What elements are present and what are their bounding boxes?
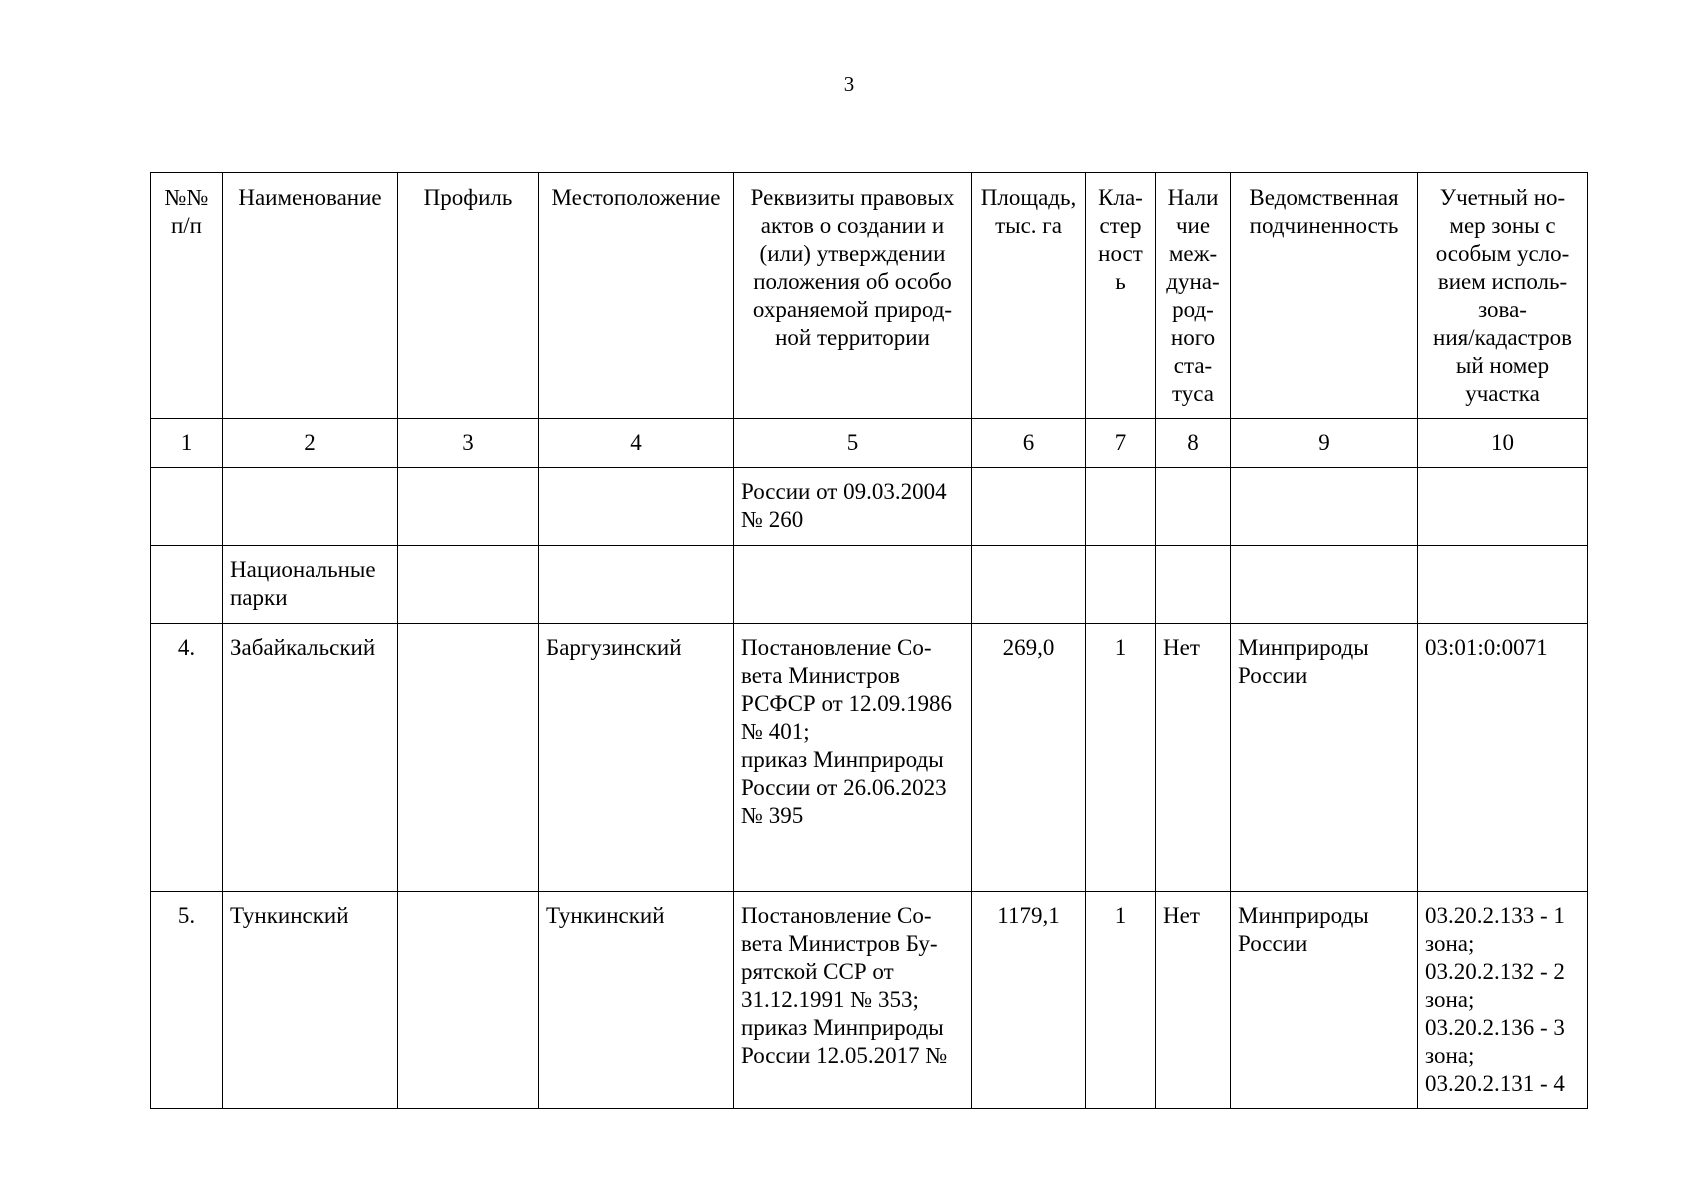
cell-area: 1179,1 bbox=[972, 892, 1086, 1109]
cell-international-status: Нет bbox=[1156, 624, 1231, 892]
cell-account-number bbox=[1418, 468, 1588, 546]
cell-legal-acts: России от 09.03.2004 № 260 bbox=[734, 468, 972, 546]
header-profile: Профиль bbox=[398, 173, 539, 419]
cell-legal-acts: Постановление Со- вета Министров Бу- рятской ССР от 31.12.1991 № 353; приказ Минприроды России 12.05.2017 № bbox=[734, 892, 972, 1109]
cell-location bbox=[539, 468, 734, 546]
cell-name: Забайкальский bbox=[223, 624, 398, 892]
cell-location: Баргузинский bbox=[539, 624, 734, 892]
cell-international-status bbox=[1156, 468, 1231, 546]
cell-name: Национальные парки bbox=[223, 546, 398, 624]
table-row bbox=[151, 468, 1588, 546]
cell-location: Тункинский bbox=[539, 892, 734, 1109]
cell-cluster: 1 bbox=[1086, 624, 1156, 892]
cell-cluster bbox=[1086, 468, 1156, 546]
cell-name: Тункинский bbox=[223, 892, 398, 1109]
cell-name bbox=[223, 468, 398, 546]
cell-international-status: Нет bbox=[1156, 892, 1231, 1109]
column-number: 3 bbox=[398, 419, 539, 468]
cell-number: 5. bbox=[151, 892, 223, 1109]
protected-areas-table bbox=[150, 172, 1588, 1109]
cell-area bbox=[972, 546, 1086, 624]
cell-international-status bbox=[1156, 546, 1231, 624]
cell-legal-acts bbox=[734, 546, 972, 624]
cell-cluster bbox=[1086, 546, 1156, 624]
header-account-number: Учетный но- мер зоны с особым усло- вием исполь- зова- ния/кадастров ый номер участка bbox=[1418, 173, 1588, 419]
header-area: Площадь, тыс. га bbox=[972, 173, 1086, 419]
table-row bbox=[151, 624, 1588, 892]
column-number: 8 bbox=[1156, 419, 1231, 468]
cell-area: 269,0 bbox=[972, 624, 1086, 892]
column-number: 7 bbox=[1086, 419, 1156, 468]
cell-profile bbox=[398, 892, 539, 1109]
cell-profile bbox=[398, 468, 539, 546]
header-cluster: Кла- стер ност ь bbox=[1086, 173, 1156, 419]
column-number: 2 bbox=[223, 419, 398, 468]
page-number: 3 bbox=[843, 72, 855, 96]
cell-account-number bbox=[1418, 546, 1588, 624]
cell-department bbox=[1231, 546, 1418, 624]
column-number: 5 bbox=[734, 419, 972, 468]
cell-profile bbox=[398, 546, 539, 624]
table-row bbox=[151, 892, 1588, 1109]
cell-legal-acts: Постановление Со- вета Министров РСФСР от 12.09.1986 № 401; приказ Минприроды России от 26.06.2023 № 395 bbox=[734, 624, 972, 892]
column-number: 1 bbox=[151, 419, 223, 468]
column-number: 10 bbox=[1418, 419, 1588, 468]
column-number: 4 bbox=[539, 419, 734, 468]
cell-account-number: 03.20.2.133 - 1 зона; 03.20.2.132 - 2 зона; 03.20.2.136 - 3 зона; 03.20.2.131 - 4 bbox=[1418, 892, 1588, 1109]
header-number: №№ п/п bbox=[151, 173, 223, 419]
cell-number bbox=[151, 468, 223, 546]
cell-department: Минприроды России bbox=[1231, 624, 1418, 892]
table-row bbox=[151, 546, 1588, 624]
header-legal-acts: Реквизиты правовых актов о создании и (или) утверждении положения об особо охраняемой природ-ной территории bbox=[734, 173, 972, 419]
cell-department: Минприроды России bbox=[1231, 892, 1418, 1109]
cell-number: 4. bbox=[151, 624, 223, 892]
cell-account-number: 03:01:0:0071 bbox=[1418, 624, 1588, 892]
cell-location bbox=[539, 546, 734, 624]
table-header-row bbox=[151, 173, 1588, 419]
header-location: Местоположение bbox=[539, 173, 734, 419]
column-number: 9 bbox=[1231, 419, 1418, 468]
column-number: 6 bbox=[972, 419, 1086, 468]
header-department: Ведомственная подчиненность bbox=[1231, 173, 1418, 419]
header-international-status: Нали чие меж- дуна- род- ного ста- туса bbox=[1156, 173, 1231, 419]
cell-area bbox=[972, 468, 1086, 546]
cell-department bbox=[1231, 468, 1418, 546]
column-number-row bbox=[151, 419, 1588, 468]
cell-profile bbox=[398, 624, 539, 892]
cell-number bbox=[151, 546, 223, 624]
cell-cluster: 1 bbox=[1086, 892, 1156, 1109]
header-name: Наименование bbox=[223, 173, 398, 419]
